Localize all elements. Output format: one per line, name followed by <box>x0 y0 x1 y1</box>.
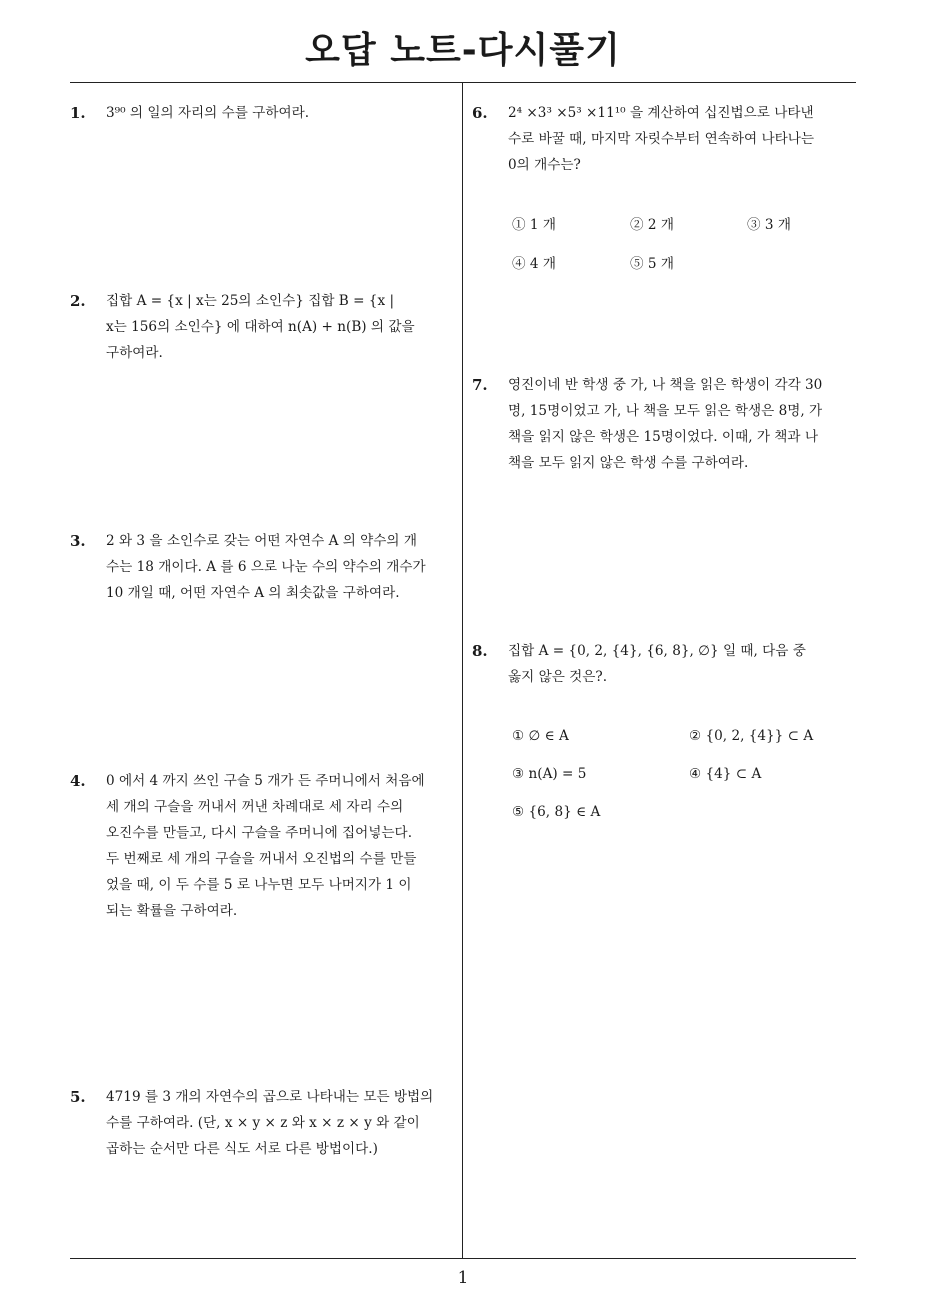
problem-line: 되는 확률을 구하여라. <box>106 903 238 919</box>
column-divider <box>462 82 463 1258</box>
problem-line: 오진수를 만들고, 다시 구슬을 주머니에 집어넣는다. <box>106 825 413 841</box>
problem-line: 곱하는 순서만 다른 식도 서로 다른 방법이다.) <box>106 1141 378 1157</box>
choice-4[interactable]: ④ {4} ⊂ A <box>689 766 762 782</box>
choice-5[interactable]: ⑤ {6, 8} ∈ A <box>512 804 601 820</box>
bottom-rule <box>70 1258 856 1259</box>
choice-2[interactable]: ② 2 개 <box>630 217 675 233</box>
problem-line: 명, 15명이었고 가, 나 책을 모두 읽은 학생은 8명, 가 <box>508 403 823 419</box>
problem-line: 집합 A = {x | x는 25의 소인수} 집합 B = {x | <box>106 293 395 309</box>
problem-2 <box>70 288 456 366</box>
problem-line: 4719 를 3 개의 자연수의 곱으로 나타내는 모든 방법의 <box>106 1089 434 1105</box>
problem-line: x는 156의 소인수} 에 대하여 n(A) + n(B) 의 값을 <box>106 319 415 335</box>
page-title: 오답 노트-다시풀기 <box>305 30 621 71</box>
problem-line: 10 개일 때, 어떤 자연수 A 의 최솟값을 구하여라. <box>106 585 400 601</box>
problem-number: 5. <box>70 1088 86 1106</box>
problem-line: 0의 개수는? <box>508 157 581 173</box>
problem-line: 3⁹⁰ 의 일의 자리의 수를 구하여라. <box>106 105 310 121</box>
problem-line: 수를 구하여라. (단, x × y × z 와 x × z × y 와 같이 <box>106 1115 420 1131</box>
problem-line: 었을 때, 이 두 수를 5 로 나누면 모두 나머지가 1 이 <box>106 877 412 893</box>
problem-text <box>106 288 456 366</box>
problem-8 <box>472 638 858 690</box>
choice-3[interactable]: ③ n(A) = 5 <box>512 766 587 782</box>
problem-text <box>508 638 858 690</box>
page-number: 1 <box>457 1268 469 1288</box>
problem-line: 0 에서 4 까지 쓰인 구슬 5 개가 든 주머니에서 처음에 <box>106 773 425 789</box>
problem-line: 책을 읽지 않은 학생은 15명이었다. 이때, 가 책과 나 <box>508 429 819 445</box>
problem-3 <box>70 528 456 606</box>
problem-line: 옳지 않은 것은?. <box>508 669 608 685</box>
problem-text <box>508 372 858 476</box>
problem-4 <box>70 768 456 924</box>
top-rule <box>70 82 856 83</box>
problem-line: 수로 바꿀 때, 마지막 자릿수부터 연속하여 나타나는 <box>508 131 815 147</box>
problem-number: 4. <box>70 772 86 790</box>
problem-1 <box>70 100 456 126</box>
problem-text <box>106 100 456 126</box>
problem-number: 3. <box>70 532 86 550</box>
problem-line: 구하여라. <box>106 345 163 361</box>
problem-line: 2 와 3 을 소인수로 갖는 어떤 자연수 A 의 약수의 개 <box>106 533 418 549</box>
choice-1[interactable]: ① 1 개 <box>512 217 557 233</box>
problem-7 <box>472 372 858 476</box>
problem-5 <box>70 1084 456 1162</box>
problem-line: 2⁴ ×3³ ×5³ ×11¹⁰ 을 계산하여 십진법으로 나타낸 <box>508 105 814 121</box>
choice-3[interactable]: ③ 3 개 <box>747 217 792 233</box>
problem-text <box>508 100 858 178</box>
problem-number: 7. <box>472 376 488 394</box>
problem-line: 두 번째로 세 개의 구슬을 꺼내서 오진법의 수를 만들 <box>106 851 417 867</box>
problem-text <box>106 768 456 924</box>
problem-number: 8. <box>472 642 488 660</box>
problem-text <box>106 1084 456 1162</box>
problem-number: 2. <box>70 292 86 310</box>
choice-5[interactable]: ⑤ 5 개 <box>630 256 675 272</box>
problem-line: 책을 모두 읽지 않은 학생 수를 구하여라. <box>508 455 749 471</box>
problem-number: 6. <box>472 104 488 122</box>
problem-line: 수는 18 개이다. A 를 6 으로 나눈 수의 약수의 개수가 <box>106 559 426 575</box>
choice-4[interactable]: ④ 4 개 <box>512 256 557 272</box>
problem-line: 세 개의 구슬을 꺼내서 꺼낸 차례대로 세 자리 수의 <box>106 799 404 815</box>
choice-2[interactable]: ② {0, 2, {4}} ⊂ A <box>689 728 814 744</box>
problem-6 <box>472 100 858 178</box>
choice-1[interactable]: ① ∅ ∈ A <box>512 728 569 744</box>
problem-text <box>106 528 456 606</box>
problem-number: 1. <box>70 104 86 122</box>
problem-line: 영진이네 반 학생 중 가, 나 책을 읽은 학생이 각각 30 <box>508 377 823 393</box>
problem-line: 집합 A = {0, 2, {4}, {6, 8}, ∅} 일 때, 다음 중 <box>508 643 806 659</box>
